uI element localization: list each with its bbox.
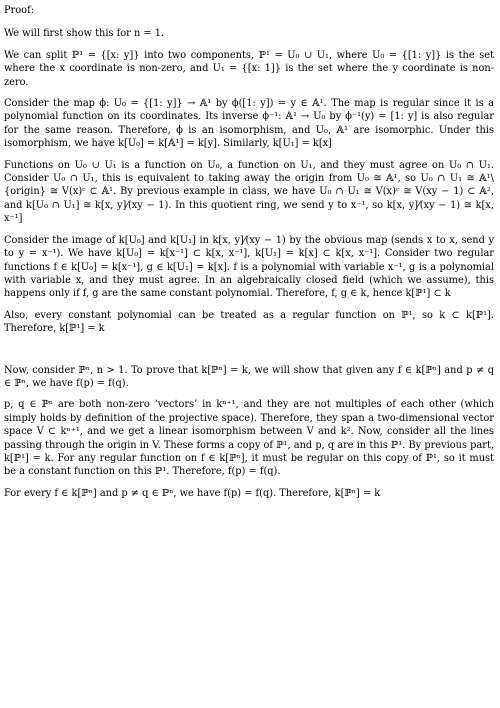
paragraph-conclusion: For every f ∈ k[ℙⁿ] and p ≠ q ∈ ℙⁿ, we have f(p) = f(q). Therefore, k[ℙⁿ] = k (4, 487, 381, 499)
proof-heading: Proof: (4, 5, 34, 16)
paragraph-split-p1: We can split ℙ¹ = {[x: y]} into two components, ℙ¹ = U₀ ∪ U₁, where U₀ = {[1: y]} is the set where the x coordinate is non-zero, and U₁ = {[x: 1]} is the set where the y coordinate is non-zero. (4, 49, 494, 88)
paragraph-vectors: p, q ∈ ℙⁿ are both non-zero ‘vectors’ in kⁿ⁺¹, and they are not multiples of each other (which simply holds by definition of the projective space). Therefore, they span a two-dimensional vector space V ⊂ kⁿ⁺¹, and we get a linear isomorphism between V and k². Now, consider all the lines passing through the origin in V. These forms a copy of ℙ¹, and p, q are in this ℙ¹. By previous part, k[ℙ¹] = k. For any regular function on f ∈ k[ℙⁿ], it must be regular on this copy of ℙ¹, so it must be a constant function on this ℙ¹. Therefore, f(p) = f(q). (4, 399, 494, 478)
paragraph-intersection: Functions on U₀ ∪ U₁ is a function on U₀, a function on U₁, and they must agree on U₀ ∩ U₁. Consider U₀ ∩ U₁, this is equivalent to taking away the origin from U₀ ≅ 𝔸¹, so U₀ ∩ U₁ ≅ 𝔸¹\{origin} ≅ V(x)ᶜ ⊂ 𝔸¹. By previous example in class, we have U₀ ∩ U₁ ≅ V(x)ᶜ ≅ V(xy − 1) ⊂ 𝔸², and k[U₀ ∩ U₁] ≅ k[x, y]⁄(xy − 1). In this quotient ring, we send y to x⁻¹, so k[x, y]⁄(xy − 1) ≅ k[x, x⁻¹] (4, 159, 494, 225)
paragraph-constant: Also, every constant polynomial can be treated as a regular function on ℙ¹, so k ⊂ k[ℙ¹]. Therefore, k[ℙ¹] = k (4, 309, 494, 335)
section-spacer (4, 344, 494, 364)
paragraph-map-phi: Consider the map ϕ: U₀ = {[1: y]} → 𝔸¹ by ϕ([1: y]) = y ∈ 𝔸¹. The map is regular since it is a polynomial function on its coordinates. Its inverse ϕ⁻¹: 𝔸¹ → U₀ by ϕ⁻¹(y) = [1: y] is also regular for the same reason. Therefore, ϕ is an isomorphism, and U₀, 𝔸¹ are isomorphic. Under this isomorphism, we have k[U₀] = k[𝔸¹] = k[y]. Similarly, k[U₁] = k[x] (4, 98, 494, 150)
paragraph-pn-intro: Now, consider ℙⁿ, n > 1. To prove that k[ℙⁿ] = k, we will show that given any f ∈ k[ℙⁿ] and p ≠ q ∈ ℙⁿ, we have f(p) = f(q). (4, 364, 494, 389)
paragraph-image: Consider the image of k[U₀] and k[U₁] in k[x, y]⁄(xy − 1) by the obvious map (sends x to x, send y to y = x⁻¹). We have k[U₀] = k[x⁻¹] ⊂ k[x, x⁻¹], k[U₁] = k[x] ⊂ k[x, x⁻¹]. Consider two regular functions f ∈ k[U₀] = k[x⁻¹], g ∈ k[U₁] = k[x]. f is a polynomial with variable x⁻¹, g is a polynomial with variable x, and they must agree. In an algebraically closed field (which we assume), this happens only if f, g are the same constant polynomial. Therefore, f, g ∈ k, hence k[ℙ¹] ⊂ k (4, 234, 494, 300)
paragraph-n1-intro: We will first show this for n = 1. (4, 28, 165, 40)
